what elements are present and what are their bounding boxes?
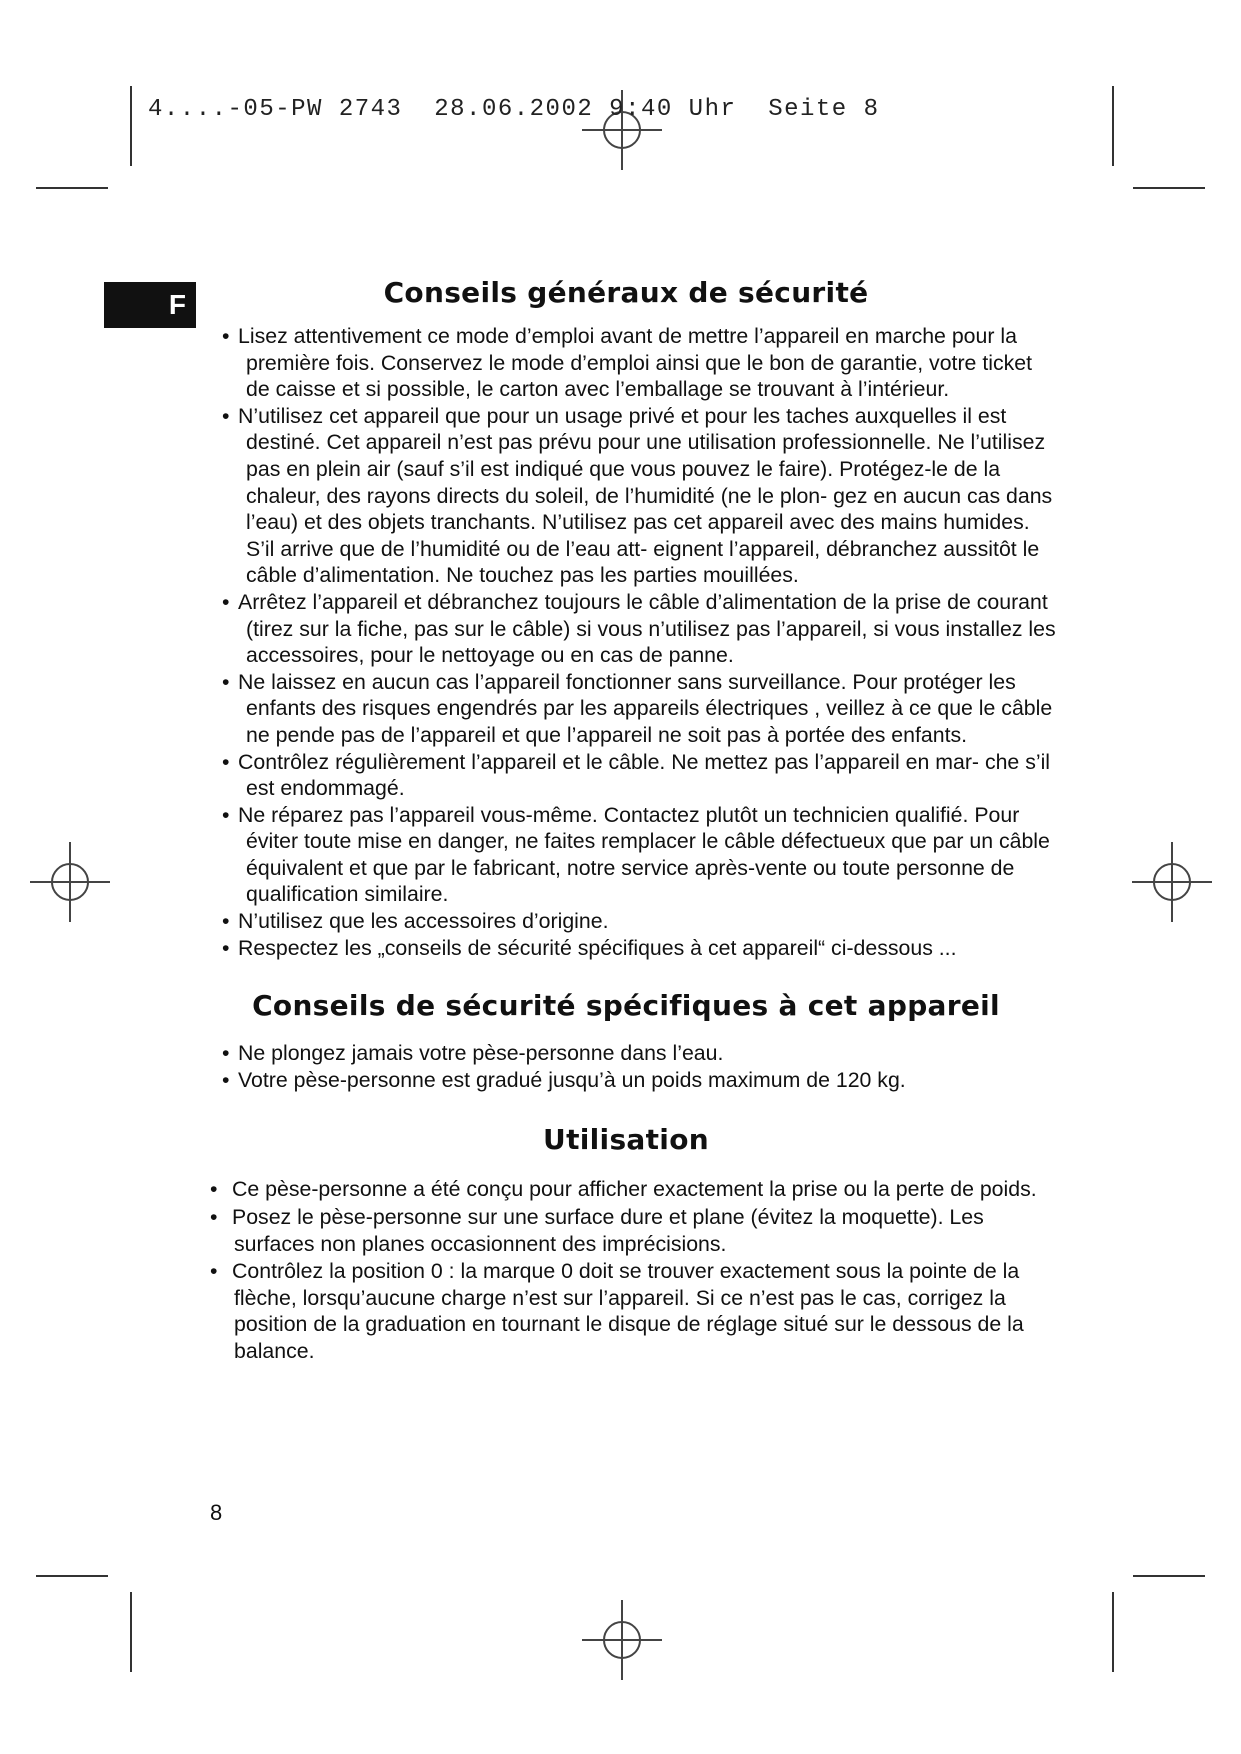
list-item: • N’utilisez cet appareil que pour un usage privé et pour les taches auxquelles il est destiné. Cet appareil n’est pas prévu pour une utilisation professionnelle. Ne l’utilisez pas en plein air (sauf s’il est indiqué que vous pouvez le faire). Protégez-le de la chaleur, des rayons directs du soleil, de l’humidité (ne le plon- gez en aucun cas dans l’eau) et des objets tranchants. N’utilisez pas cet appareil avec des mains humides. S’il arrive que de l’humidité ou de l’eau att- eignent l’appareil, débranchez aussitôt le câble d’alimentation. Ne touchez pas les parties mouillées.: [196, 403, 1056, 589]
crop-mark: [130, 86, 132, 166]
crop-mark: [1133, 1575, 1205, 1577]
printer-slug: 4....-05-PW 2743 28.06.2002 9:40 Uhr Seite 8: [148, 96, 880, 123]
list-item: • Lisez attentivement ce mode d’emploi avant de mettre l’appareil en marche pour la première fois. Conservez le mode d’emploi ainsi que le bon de garantie, votre ticket de caisse et si possible, le carton avec l’emballage se trouvant à l’intérieur.: [196, 323, 1056, 403]
list-item: • Contrôlez régulièrement l’appareil et le câble. Ne mettez pas l’appareil en mar- che s’il est endommagé.: [196, 749, 1056, 802]
usage-list: [196, 1176, 1056, 1364]
list-item: • Ne réparez pas l’appareil vous-même. Contactez plutôt un technicien qualifié. Pour éviter toute mise en danger, ne faites remplacer le câble défectueux que par un câble équivalent et que par le fabricant, notre service après-vente ou toute personne de qualification similaire.: [196, 802, 1056, 908]
main-content: [196, 276, 1056, 1366]
crop-mark: [36, 1575, 108, 1577]
list-item: • N’utilisez que les accessoires d’origine.: [196, 908, 1056, 935]
specific-safety-list: [196, 1040, 1056, 1093]
crop-mark: [1112, 86, 1114, 166]
section-title-usage: Utilisation: [543, 1123, 709, 1157]
list-item: • Arrêtez l’appareil et débranchez toujours le câble d’alimentation de la prise de courant (tirez sur la fiche, pas sur le câble) si vous n’utilisez pas l’appareil, si vous installez les accessoires, pour le nettoyage ou en cas de panne.: [196, 589, 1056, 669]
registration-mark-left: [30, 842, 110, 922]
list-item: • Respectez les „conseils de sécurité spécifiques à cet appareil“ ci-dessous ...: [196, 935, 1056, 962]
list-item: • Ne plongez jamais votre pèse-personne dans l’eau.: [196, 1040, 1056, 1067]
language-tab: F: [104, 282, 196, 328]
page-number: 8: [210, 1500, 223, 1525]
crop-mark: [1133, 187, 1205, 189]
registration-mark-right: [1132, 842, 1212, 922]
section-title-general-safety: Conseils généraux de sécurité: [383, 276, 869, 309]
list-item: • Votre pèse-personne est gradué jusqu’à un poids maximum de 120 kg.: [196, 1067, 1056, 1094]
list-item: • Contrôlez la position 0 : la marque 0 doit se trouver exactement sous la pointe de la flèche, lorsqu’aucune charge n’est sur l’appareil. Si ce n’est pas le cas, corrigez la position de la graduation en tournant le disque de réglage situé sur le dessous de la balance.: [196, 1258, 1056, 1364]
crop-mark: [36, 187, 108, 189]
general-safety-list: [196, 323, 1056, 961]
list-item: • Posez le pèse-personne sur une surface dure et plane (évitez la moquette). Les surfaces non planes occasionnent des imprécisions.: [196, 1204, 1056, 1257]
list-item: • Ne laissez en aucun cas l’appareil fonctionner sans surveillance. Pour protéger les enfants des risques engendrés par les appareils électriques , veillez à ce que le câble ne pende pas de l’appareil et que l’appareil ne soit pas à portée des enfants.: [196, 669, 1056, 749]
crop-mark: [1112, 1592, 1114, 1672]
crop-mark: [130, 1592, 132, 1672]
list-item: • Ce pèse-personne a été conçu pour afficher exactement la prise ou la perte de poids.: [196, 1176, 1056, 1203]
section-title-specific-safety: Conseils de sécurité spécifiques à cet appareil: [252, 989, 1000, 1023]
registration-mark-bottom: [582, 1600, 662, 1680]
